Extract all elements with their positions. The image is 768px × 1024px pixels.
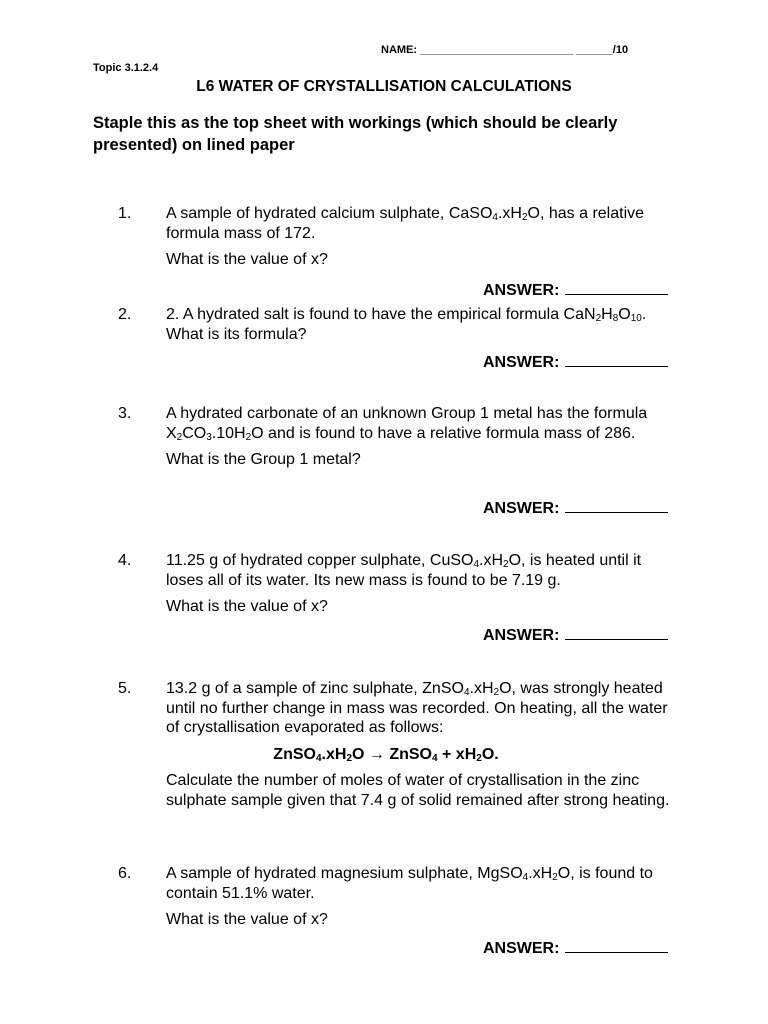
question-text: 2. A hydrated salt is found to have the empirical formula $CaN_2H_8O_{10}$. What is its formula? xyxy=(166,306,647,343)
answer-line-6: ANSWER: xyxy=(483,937,668,958)
question-prompt: What is the value of x? xyxy=(166,598,328,615)
question-text: 11.25 g of hydrated copper sulphate, $CuSO_4.xH_2O$, is heated until it loses all of its water. Its new mass is found to be 7.19 g. xyxy=(166,552,642,589)
answer-blank[interactable] xyxy=(565,497,668,513)
answer-blank[interactable] xyxy=(565,624,668,640)
answer-line-1: ANSWER: xyxy=(483,279,668,300)
answer-line-4: ANSWER: xyxy=(483,624,668,645)
answer-line-2: ANSWER: xyxy=(483,351,668,372)
question-prompt: What is the value of x? xyxy=(166,251,328,268)
reaction-equation: $ZnSO_4.xH_2O$ → ZnSO$_4$ + $xH_2O$. xyxy=(273,745,499,764)
name-score-line: NAME: _________________________ ______/10 xyxy=(381,44,629,56)
question-number: 2. xyxy=(118,306,132,323)
answer-blank[interactable] xyxy=(565,279,668,295)
answer-line-3: ANSWER: xyxy=(483,497,668,518)
question-text: A sample of hydrated calcium sulphate, $CaSO_4.xH_2O$, has a relative formula mass of 172. xyxy=(166,205,645,242)
page-title: L6 WATER OF CRYSTALLISATION CALCULATIONS xyxy=(196,78,572,95)
question-number: 6. xyxy=(118,865,132,882)
question-prompt: Calculate the number of moles of water of crystallisation in the zinc sulphate sample given that 7.4 g of solid remained after strong heating. xyxy=(166,772,670,809)
answer-blank[interactable] xyxy=(565,351,668,367)
question-number: 4. xyxy=(118,552,132,569)
question-prompt: What is the value of x? xyxy=(166,911,328,928)
question-number: 1. xyxy=(118,205,132,222)
question-text: A sample of hydrated magnesium sulphate, $MgSO_4.xH_2O$, is found to contain 51.1% water. xyxy=(166,865,653,902)
question-number: 5. xyxy=(118,680,132,697)
topic-code: Topic 3.1.2.4 xyxy=(93,62,159,74)
instructions: Staple this as the top sheet with workings (which should be clearly presented) on lined paper xyxy=(93,114,618,154)
question-number: 3. xyxy=(118,405,132,422)
question-text: A hydrated carbonate of an unknown Group 1 metal has the formula $X_2CO_3.10H_2O$ and is found to have a relative formula mass of 286. xyxy=(166,405,648,443)
question-text: 13.2 g of a sample of zinc sulphate, $ZnSO_4.xH_2O$, was strongly heated until no further change in mass was recorded. On heating, all the water of crystallisation evaporated as follows: xyxy=(166,680,668,736)
question-prompt: What is the Group 1 metal? xyxy=(166,451,361,468)
answer-blank[interactable] xyxy=(565,937,668,953)
